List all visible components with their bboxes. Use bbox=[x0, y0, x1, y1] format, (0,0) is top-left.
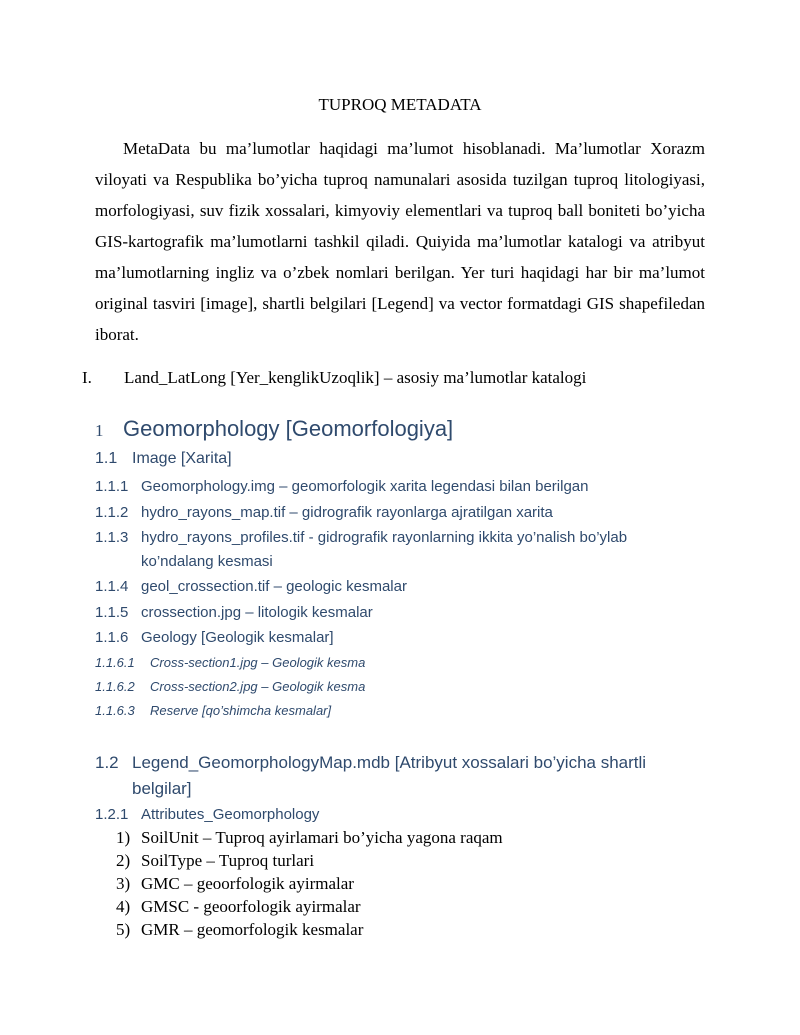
item-text: Geology [Geologik kesmalar] bbox=[141, 629, 334, 646]
heading-number: 1.2 bbox=[95, 753, 119, 772]
item-number: 2) bbox=[116, 851, 131, 870]
heading-text: Image [Xarita] bbox=[132, 450, 232, 467]
item-number: 1.1.5 bbox=[95, 604, 129, 621]
list-item bbox=[95, 475, 701, 499]
item-text: Reserve [qo’shimcha kesmalar] bbox=[150, 703, 332, 718]
item-number: 3) bbox=[116, 874, 131, 893]
document-title: TUPROQ METADATA bbox=[318, 95, 482, 114]
item-text: SoilUnit – Tuproq ayirlamari bo’yicha yagona raqam bbox=[141, 828, 503, 847]
heading-attributes bbox=[95, 803, 701, 827]
item-number: 1.1.2 bbox=[95, 504, 129, 521]
item-text: hydro_rayons_profiles.tif - gidrografik rayonlarning ikkita yo’nalish bo’ylab ko’ndalang kesmasi bbox=[141, 529, 628, 570]
heading-geomorphology bbox=[95, 416, 453, 442]
item-text: GMC – geoorfologik ayirmalar bbox=[141, 874, 354, 893]
list-item bbox=[95, 626, 701, 650]
item-text: GMSC - geoorfologik ayirmalar bbox=[141, 897, 361, 916]
heading-legend bbox=[95, 750, 692, 802]
item-text: Geomorphology.img – geomorfologik xarita legendasi bilan berilgan bbox=[141, 478, 589, 495]
list-item bbox=[95, 501, 701, 525]
item-text: Cross-section2.jpg – Geologik kesma bbox=[150, 679, 366, 694]
item-number: 1.1.4 bbox=[95, 578, 129, 595]
section-roman-text: Land_LatLong [Yer_kenglikUzoqlik] – asosiy ma’lumotlar katalogi bbox=[124, 368, 587, 387]
list-item bbox=[116, 895, 503, 918]
item-number: 1.2.1 bbox=[95, 806, 129, 823]
sub-list-item bbox=[95, 655, 365, 670]
heading-text: Geomorphology [Geomorfologiya] bbox=[123, 416, 454, 441]
list-item bbox=[95, 575, 701, 599]
item-text: hydro_rayons_map.tif – gidrografik rayonlarga ajratilgan xarita bbox=[141, 504, 553, 521]
sub-list-item bbox=[95, 679, 365, 694]
list-item bbox=[116, 826, 503, 849]
intro-paragraph: MetaData bu ma’lumotlar haqidagi ma’lumot hisoblanadi. Ma’lumotlar Xorazm viloyati va Respublika bo’yicha tuproq namunalari asosida tuzilgan tuproq litologiyasi, morfologiyasi, suv fizik xossalari, kimyoviy elementlari va tuproq ball boniteti bo’yicha GIS-kartografik ma’lumotlarni tashkil qiladi. Quiyida ma’lumotlar katalogi va atribyut ma’lumotlarning ingliz va o’zbek nomlari berilgan. Yer turi haqidagi har bir ma’lumot original tasviri [image], shartli belgilari [Legend] va vector formatdagi GIS shapefiledan iborat. bbox=[95, 139, 705, 344]
heading-number: 1 bbox=[95, 421, 104, 440]
list-item bbox=[116, 849, 503, 872]
item-number: 4) bbox=[116, 897, 131, 916]
heading-image bbox=[95, 450, 232, 468]
item-text: GMR – geomorfologik kesmalar bbox=[141, 920, 364, 939]
list-item bbox=[95, 526, 701, 574]
list-item bbox=[116, 918, 503, 941]
item-number: 1) bbox=[116, 828, 131, 847]
section-roman-heading bbox=[82, 368, 586, 388]
sub-list-item bbox=[95, 703, 331, 718]
list-item bbox=[95, 601, 701, 625]
list-item bbox=[116, 872, 503, 895]
item-text: crossection.jpg – litologik kesmalar bbox=[141, 604, 373, 621]
item-text: Cross-section1.jpg – Geologik kesma bbox=[150, 655, 366, 670]
item-text: Attributes_Geomorphology bbox=[141, 806, 320, 823]
item-number: 5) bbox=[116, 920, 131, 939]
heading-number: 1.1 bbox=[95, 450, 118, 467]
item-text: geol_crossection.tif – geologic kesmalar bbox=[141, 578, 407, 595]
item-number: 1.1.1 bbox=[95, 478, 129, 495]
item-number: 1.1.6.1 bbox=[95, 655, 135, 670]
item-number: 1.1.6.3 bbox=[95, 703, 135, 718]
attributes-list bbox=[116, 826, 503, 941]
item-number: 1.1.6 bbox=[95, 629, 129, 646]
section-roman-number: I. bbox=[82, 368, 92, 387]
item-number: 1.1.6.2 bbox=[95, 679, 135, 694]
item-number: 1.1.3 bbox=[95, 529, 129, 546]
heading-text: Legend_GeomorphologyMap.mdb [Atribyut xossalari bo’yicha shartli belgilar] bbox=[132, 753, 647, 798]
item-text: SoilType – Tuproq turlari bbox=[141, 851, 315, 870]
